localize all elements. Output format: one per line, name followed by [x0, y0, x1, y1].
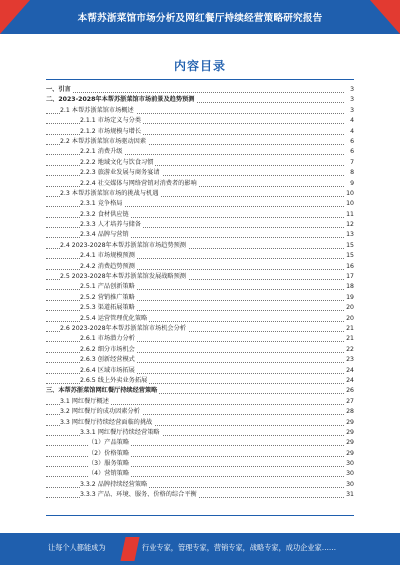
toc-entry-page: 3 — [348, 106, 354, 116]
toc-entry-page: 18 — [344, 282, 354, 292]
toc-entry-label: 3.3.2 品牌持续经营策略 — [80, 480, 149, 490]
toc-entry[interactable] — [46, 407, 354, 417]
toc-entry-label: 2.5.4 运营管理优化策略 — [80, 314, 149, 324]
toc-entry[interactable] — [46, 324, 354, 334]
toc-entry[interactable] — [46, 428, 354, 438]
toc-entry[interactable] — [46, 449, 354, 459]
toc-entry-page: 13 — [344, 230, 354, 240]
toc-entry-page: 29 — [344, 418, 354, 428]
toc-entry[interactable] — [46, 376, 354, 386]
toc-entry-label: 2.6.5 线上外卖业务拓展 — [80, 376, 149, 386]
toc-entry[interactable] — [46, 251, 354, 261]
toc-entry[interactable] — [46, 147, 354, 157]
toc-entry-page: 20 — [344, 314, 354, 324]
toc-entry-label: 2.2.4 社交媒体与网络营销对消费者的影响 — [80, 179, 199, 189]
toc-entry-label: 2.5.1 产品创新策略 — [80, 282, 137, 292]
toc-entry-page: 22 — [344, 345, 354, 355]
toc-entry[interactable] — [46, 438, 354, 448]
toc-entry-page: 30 — [344, 480, 354, 490]
toc-entry[interactable] — [46, 137, 354, 147]
toc-entry-page: 10 — [344, 189, 354, 199]
toc-entry[interactable] — [46, 158, 354, 168]
toc-entry-page: 23 — [344, 355, 354, 365]
toc-entry-label: 2.2.1 消费升级 — [80, 147, 124, 157]
toc-entry-label: 2.2.3 旅游业发展与商务宴请 — [80, 168, 162, 178]
toc-entry[interactable] — [46, 85, 354, 95]
toc-entry-page: 30 — [344, 469, 354, 479]
toc-entry[interactable] — [46, 199, 354, 209]
toc-entry-label: 2.3.2 食材供应链 — [80, 210, 131, 220]
toc-entry-label: 2.5 2023-2028年本帮苏浙菜馆发展战略预测 — [60, 272, 188, 282]
toc-entry-page: 19 — [344, 293, 354, 303]
toc-entry-page: 9 — [348, 179, 354, 189]
toc-entry-label: 2.3 本帮苏浙菜馆市场的挑战与机遇 — [60, 189, 160, 199]
toc-entry-label: 2.1.2 市场规模与增长 — [80, 127, 143, 137]
toc-entry-page: 24 — [344, 376, 354, 386]
toc-entry[interactable] — [46, 490, 354, 500]
toc-entry-page: 15 — [344, 251, 354, 261]
toc-entry[interactable] — [46, 179, 354, 189]
toc-entry-label: （2）价格策略 — [88, 449, 131, 459]
toc-entry[interactable] — [46, 282, 354, 292]
toc-entry-label: （4）营销策略 — [88, 469, 131, 479]
toc-entry-label: 3.3.1 网红餐厅持续经营策略 — [80, 428, 162, 438]
footer-accent — [120, 537, 139, 561]
toc-entry-label: （1）产品策略 — [88, 438, 131, 448]
toc-entry-page: 10 — [344, 199, 354, 209]
toc-entry-page: 4 — [348, 127, 354, 137]
toc-entry[interactable] — [46, 127, 354, 137]
toc-entry[interactable] — [46, 168, 354, 178]
toc-entry[interactable] — [46, 189, 354, 199]
toc-entry-label: 3.3.3 产品、环境、服务、价格的综合平衡 — [80, 490, 199, 500]
toc-entry[interactable] — [46, 106, 354, 116]
toc-entry-label: 2.3.1 竞争格局 — [80, 199, 124, 209]
toc-entry-label: 2.5.2 营销推广策略 — [80, 293, 137, 303]
report-title: 本帮苏浙菜馆市场分析及网红餐厅持续经营策略研究报告 — [77, 13, 323, 24]
toc-entry-page: 21 — [344, 324, 354, 334]
toc-entry[interactable] — [46, 272, 354, 282]
toc-entry-page: 28 — [344, 407, 354, 417]
toc-entry-label: 2.6.1 市场潜力分析 — [80, 334, 137, 344]
toc-entry[interactable] — [46, 95, 354, 105]
toc-entry[interactable] — [46, 314, 354, 324]
toc-entry[interactable] — [46, 241, 354, 251]
toc-entry-label: （3）服务策略 — [88, 459, 131, 469]
toc-entry[interactable] — [46, 355, 354, 365]
toc-entry[interactable] — [46, 418, 354, 428]
toc-entry-page: 24 — [344, 366, 354, 376]
toc-entry-label: 2.3.4 品牌与营销 — [80, 230, 131, 240]
dot-leader — [46, 92, 344, 93]
toc-entry-label: 2.6 2023-2028年本帮苏浙菜馆市场机会分析 — [60, 324, 188, 334]
toc-entry-page: 31 — [344, 490, 354, 500]
table-of-contents — [46, 85, 354, 501]
toc-entry-page: 6 — [348, 137, 354, 147]
toc-entry-page: 30 — [344, 459, 354, 469]
toc-entry-page: 27 — [344, 397, 354, 407]
toc-entry-label: 2.2 本帮苏浙菜馆市场驱动因素 — [60, 137, 148, 147]
report-header — [0, 0, 400, 34]
toc-entry-label: 2.5.3 渠道拓展策略 — [80, 303, 137, 313]
toc-entry-label: 2.6.4 区域市场拓展 — [80, 366, 137, 376]
toc-entry[interactable] — [46, 293, 354, 303]
toc-entry-label: 3.1 网红餐厅概述 — [60, 397, 111, 407]
toc-entry-label: 2.4.1 市场规模预测 — [80, 251, 137, 261]
toc-entry-label: 3.3 网红餐厅持续经营面临的挑战 — [60, 418, 154, 428]
toc-entry-page: 29 — [344, 449, 354, 459]
toc-entry-page: 16 — [344, 262, 354, 272]
toc-entry[interactable] — [46, 230, 354, 240]
toc-entry-page: 11 — [344, 210, 354, 220]
toc-entry[interactable] — [46, 334, 354, 344]
toc-entry-page: 26 — [344, 386, 354, 396]
toc-entry-label: 三、本帮苏浙菜馆网红餐厅持续经营策略 — [46, 386, 159, 396]
toc-entry-label: 2.6.3 创新经营模式 — [80, 355, 137, 365]
toc-entry-label: 2.3.3 人才培养与储备 — [80, 220, 143, 230]
toc-entry[interactable] — [46, 469, 354, 479]
toc-entry[interactable] — [46, 480, 354, 490]
toc-entry-page: 4 — [348, 116, 354, 126]
toc-entry-page: 8 — [348, 168, 354, 178]
toc-entry-page: 17 — [344, 272, 354, 282]
toc-entry-label: 2.6.2 细分市场机会 — [80, 345, 137, 355]
toc-entry-page: 3 — [348, 85, 354, 95]
toc-entry-page: 6 — [348, 147, 354, 157]
toc-entry[interactable] — [46, 397, 354, 407]
toc-entry-page: 29 — [344, 438, 354, 448]
toc-entry[interactable] — [46, 386, 354, 396]
toc-entry-label: 2.4 2023-2028年本帮苏浙菜馆市场趋势预测 — [60, 241, 188, 251]
toc-entry-label: 2.4.2 消费趋势预测 — [80, 262, 137, 272]
toc-entry-label: 2.1 本帮苏浙菜馆市场概述 — [60, 106, 136, 116]
toc-title: 内容目录 — [173, 59, 226, 73]
footer-slogan-left: 让每个人都能成为 — [48, 543, 106, 552]
toc-entry-label: 2.1.1 市场定义与分类 — [80, 116, 143, 126]
toc-entry[interactable] — [46, 303, 354, 313]
footer-slogan-right: 行业专家，管理专家，营销专家，战略专家，成功企业家…… — [142, 543, 337, 552]
toc-entry[interactable] — [46, 345, 354, 355]
toc-entry[interactable] — [46, 459, 354, 469]
toc-bottom-rule — [46, 515, 354, 516]
toc-entry[interactable] — [46, 366, 354, 376]
toc-entry-page: 21 — [344, 334, 354, 344]
toc-entry[interactable] — [46, 210, 354, 220]
toc-entry-page: 3 — [348, 95, 354, 105]
page-footer — [0, 533, 400, 565]
toc-entry[interactable] — [46, 220, 354, 230]
toc-entry-page: 7 — [348, 158, 354, 168]
toc-entry-label: 2.2.2 地域文化与饮食习惯 — [80, 158, 155, 168]
toc-entry-label: 一、引言 — [46, 85, 73, 95]
toc-entry-page: 15 — [344, 241, 354, 251]
toc-top-rule — [46, 79, 354, 80]
toc-entry-label: 二、2023-2028年本帮苏浙菜馆市场前景及趋势预测 — [46, 95, 196, 105]
toc-entry-page: 20 — [344, 303, 354, 313]
toc-entry-page: 29 — [344, 428, 354, 438]
toc-entry-label: 3.2 网红餐厅的成功因素分析 — [60, 407, 142, 417]
toc-entry[interactable] — [46, 116, 354, 126]
toc-entry-page: 12 — [344, 220, 354, 230]
toc-entry[interactable] — [46, 262, 354, 272]
